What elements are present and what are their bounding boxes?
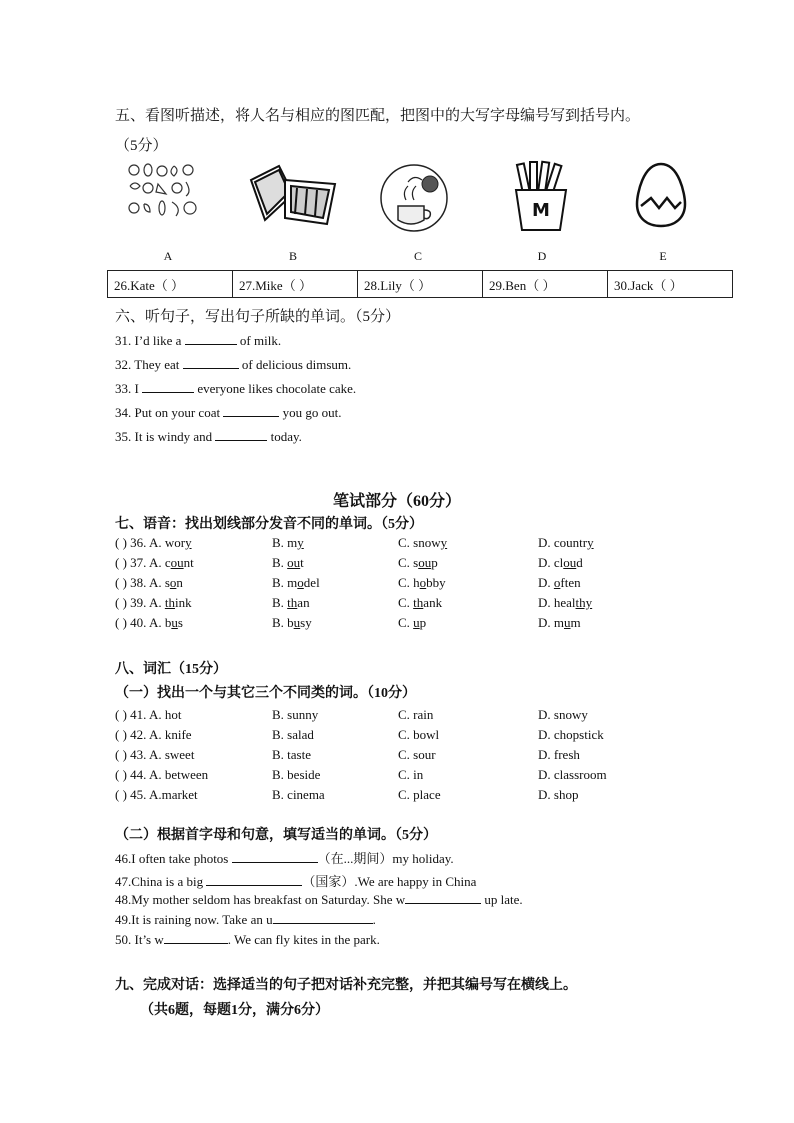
q36-option-b: B. my: [272, 535, 304, 550]
section-7-title: 七、语音：找出划线部分发音不同的单词。（5分）: [115, 517, 423, 532]
q39-option-d: D. healthy: [538, 595, 593, 610]
question-35: 35. It is windy and today.: [115, 429, 302, 444]
picture-label-d: D: [537, 249, 547, 263]
answer-cell-29[interactable]: 29.Ben（ ）: [483, 271, 608, 298]
q38-option-c: C. hobby: [398, 575, 446, 590]
q36-option-a: ( ) 36. A. wory: [115, 535, 192, 550]
q36-option-d: D. country: [538, 535, 594, 550]
answer-cell-28[interactable]: 28.Lily（ ）: [358, 271, 483, 298]
blank-32[interactable]: [183, 356, 239, 369]
q41-option-a: ( ) 41. A. hot: [115, 707, 182, 722]
section-5-title: 五、看图听描述，将人名与相应的图匹配，把图中的大写字母编号写到括号内。: [115, 108, 641, 124]
q38-option-d: D. often: [538, 575, 581, 590]
blank-49[interactable]: [273, 911, 373, 924]
picture-label-c: C: [413, 249, 422, 263]
q38-option-b: B. model: [272, 575, 320, 590]
svg-text:M: M: [532, 200, 550, 221]
blank-46[interactable]: [232, 850, 318, 863]
tea-cup-icon: [378, 162, 450, 234]
q45-option-a: ( ) 45. A.market: [115, 787, 198, 802]
q43-option-d: D. fresh: [538, 747, 580, 762]
q38-option-a: ( ) 38. A. son: [115, 575, 183, 590]
blank-35[interactable]: [215, 428, 267, 441]
picture-label-a: A: [163, 249, 173, 263]
q43-option-a: ( ) 43. A. sweet: [115, 747, 195, 762]
section-8-title: 八、词汇（15分）: [115, 662, 227, 677]
section-6-title: 六、听句子，写出句子所缺的单词。（5分）: [115, 309, 401, 325]
q44-option-c: C. in: [398, 767, 424, 782]
question-33: 33. I everyone likes chocolate cake.: [115, 381, 357, 396]
picture-label-b: B: [288, 249, 297, 263]
blank-47[interactable]: [206, 873, 302, 886]
q42-option-c: C. bowl: [398, 727, 440, 742]
q44-option-d: D. classroom: [538, 767, 607, 782]
q43-option-b: B. taste: [272, 747, 311, 762]
section-8-sub2-title: （二）根据首字母和句意，填写适当的单词。（5分）: [115, 828, 437, 843]
q41-option-b: B. sunny: [272, 707, 319, 722]
answer-cell-30[interactable]: 30.Jack（ ）: [608, 271, 733, 298]
answer-cell-26[interactable]: 26.Kate（ ）: [108, 271, 233, 298]
q45-option-b: B. cinema: [272, 787, 325, 802]
q37-option-c: C. soup: [398, 555, 438, 570]
q37-option-b: B. out: [272, 555, 304, 570]
q40-option-a: ( ) 40. A. bus: [115, 615, 183, 630]
question-46: 46.I often take photos （在...期间）my holiday.: [115, 851, 454, 866]
question-47: 47.China is a big （国家）.We are happy in China: [115, 874, 477, 889]
q37-option-a: ( ) 37. A. count: [115, 555, 194, 570]
blank-31[interactable]: [185, 332, 237, 345]
question-50: 50. It’s w . We can fly kites in the park.: [115, 932, 380, 947]
q43-option-c: C. sour: [398, 747, 436, 762]
q44-option-b: B. beside: [272, 767, 321, 782]
q40-option-b: B. busy: [272, 615, 312, 630]
q41-option-d: D. snowy: [538, 707, 588, 722]
question-49: 49.It is raining now. Take an u .: [115, 912, 376, 927]
q40-option-c: C. up: [398, 615, 427, 630]
french-fries-icon: [510, 160, 572, 234]
q36-option-c: C. snowy: [398, 535, 448, 550]
question-48: 48.My mother seldom has breakfast on Saturday. She w up late.: [115, 892, 523, 907]
answer-cell-27[interactable]: 27.Mike（ ）: [233, 271, 358, 298]
q42-option-a: ( ) 42. A. knife: [115, 727, 192, 742]
q45-option-c: C. place: [398, 787, 441, 802]
blank-34[interactable]: [223, 404, 279, 417]
q39-option-c: C. thank: [398, 595, 443, 610]
q37-option-d: D. cloud: [538, 555, 583, 570]
answer-table: [107, 270, 733, 298]
blank-48[interactable]: [405, 891, 481, 904]
q45-option-d: D. shop: [538, 787, 579, 802]
blank-33[interactable]: [142, 380, 194, 393]
written-part-title: 笔试部分（60分）: [332, 493, 461, 510]
picture-label-e: E: [659, 249, 667, 263]
q44-option-a: ( ) 44. A. between: [115, 767, 209, 782]
blank-50[interactable]: [164, 931, 228, 944]
section-8-sub1-title: （一）找出一个与其它三个不同类的词。（10分）: [115, 686, 416, 701]
section-9-title: 九、完成对话：选择适当的句子把对话补充完整，并把其编号写在横线上。: [115, 978, 577, 993]
q39-option-a: ( ) 39. A. think: [115, 595, 192, 610]
section-9-subtitle: （共6题，每题1分，满分6分）: [140, 1003, 329, 1018]
question-31: 31. I’d like a of milk.: [115, 333, 282, 348]
q40-option-d: D. mum: [538, 615, 581, 630]
sandwich-icon: [245, 160, 341, 232]
fruit-vegetables-icon: [124, 160, 204, 226]
question-32: 32. They eat of delicious dimsum.: [115, 357, 352, 372]
q42-option-b: B. salad: [272, 727, 314, 742]
question-34: 34. Put on your coat you go out.: [115, 405, 342, 420]
section-5-score: （5分）: [115, 138, 168, 154]
q39-option-b: B. than: [272, 595, 310, 610]
q41-option-c: C. rain: [398, 707, 434, 722]
q42-option-d: D. chopstick: [538, 727, 604, 742]
egg-icon: [633, 160, 689, 228]
